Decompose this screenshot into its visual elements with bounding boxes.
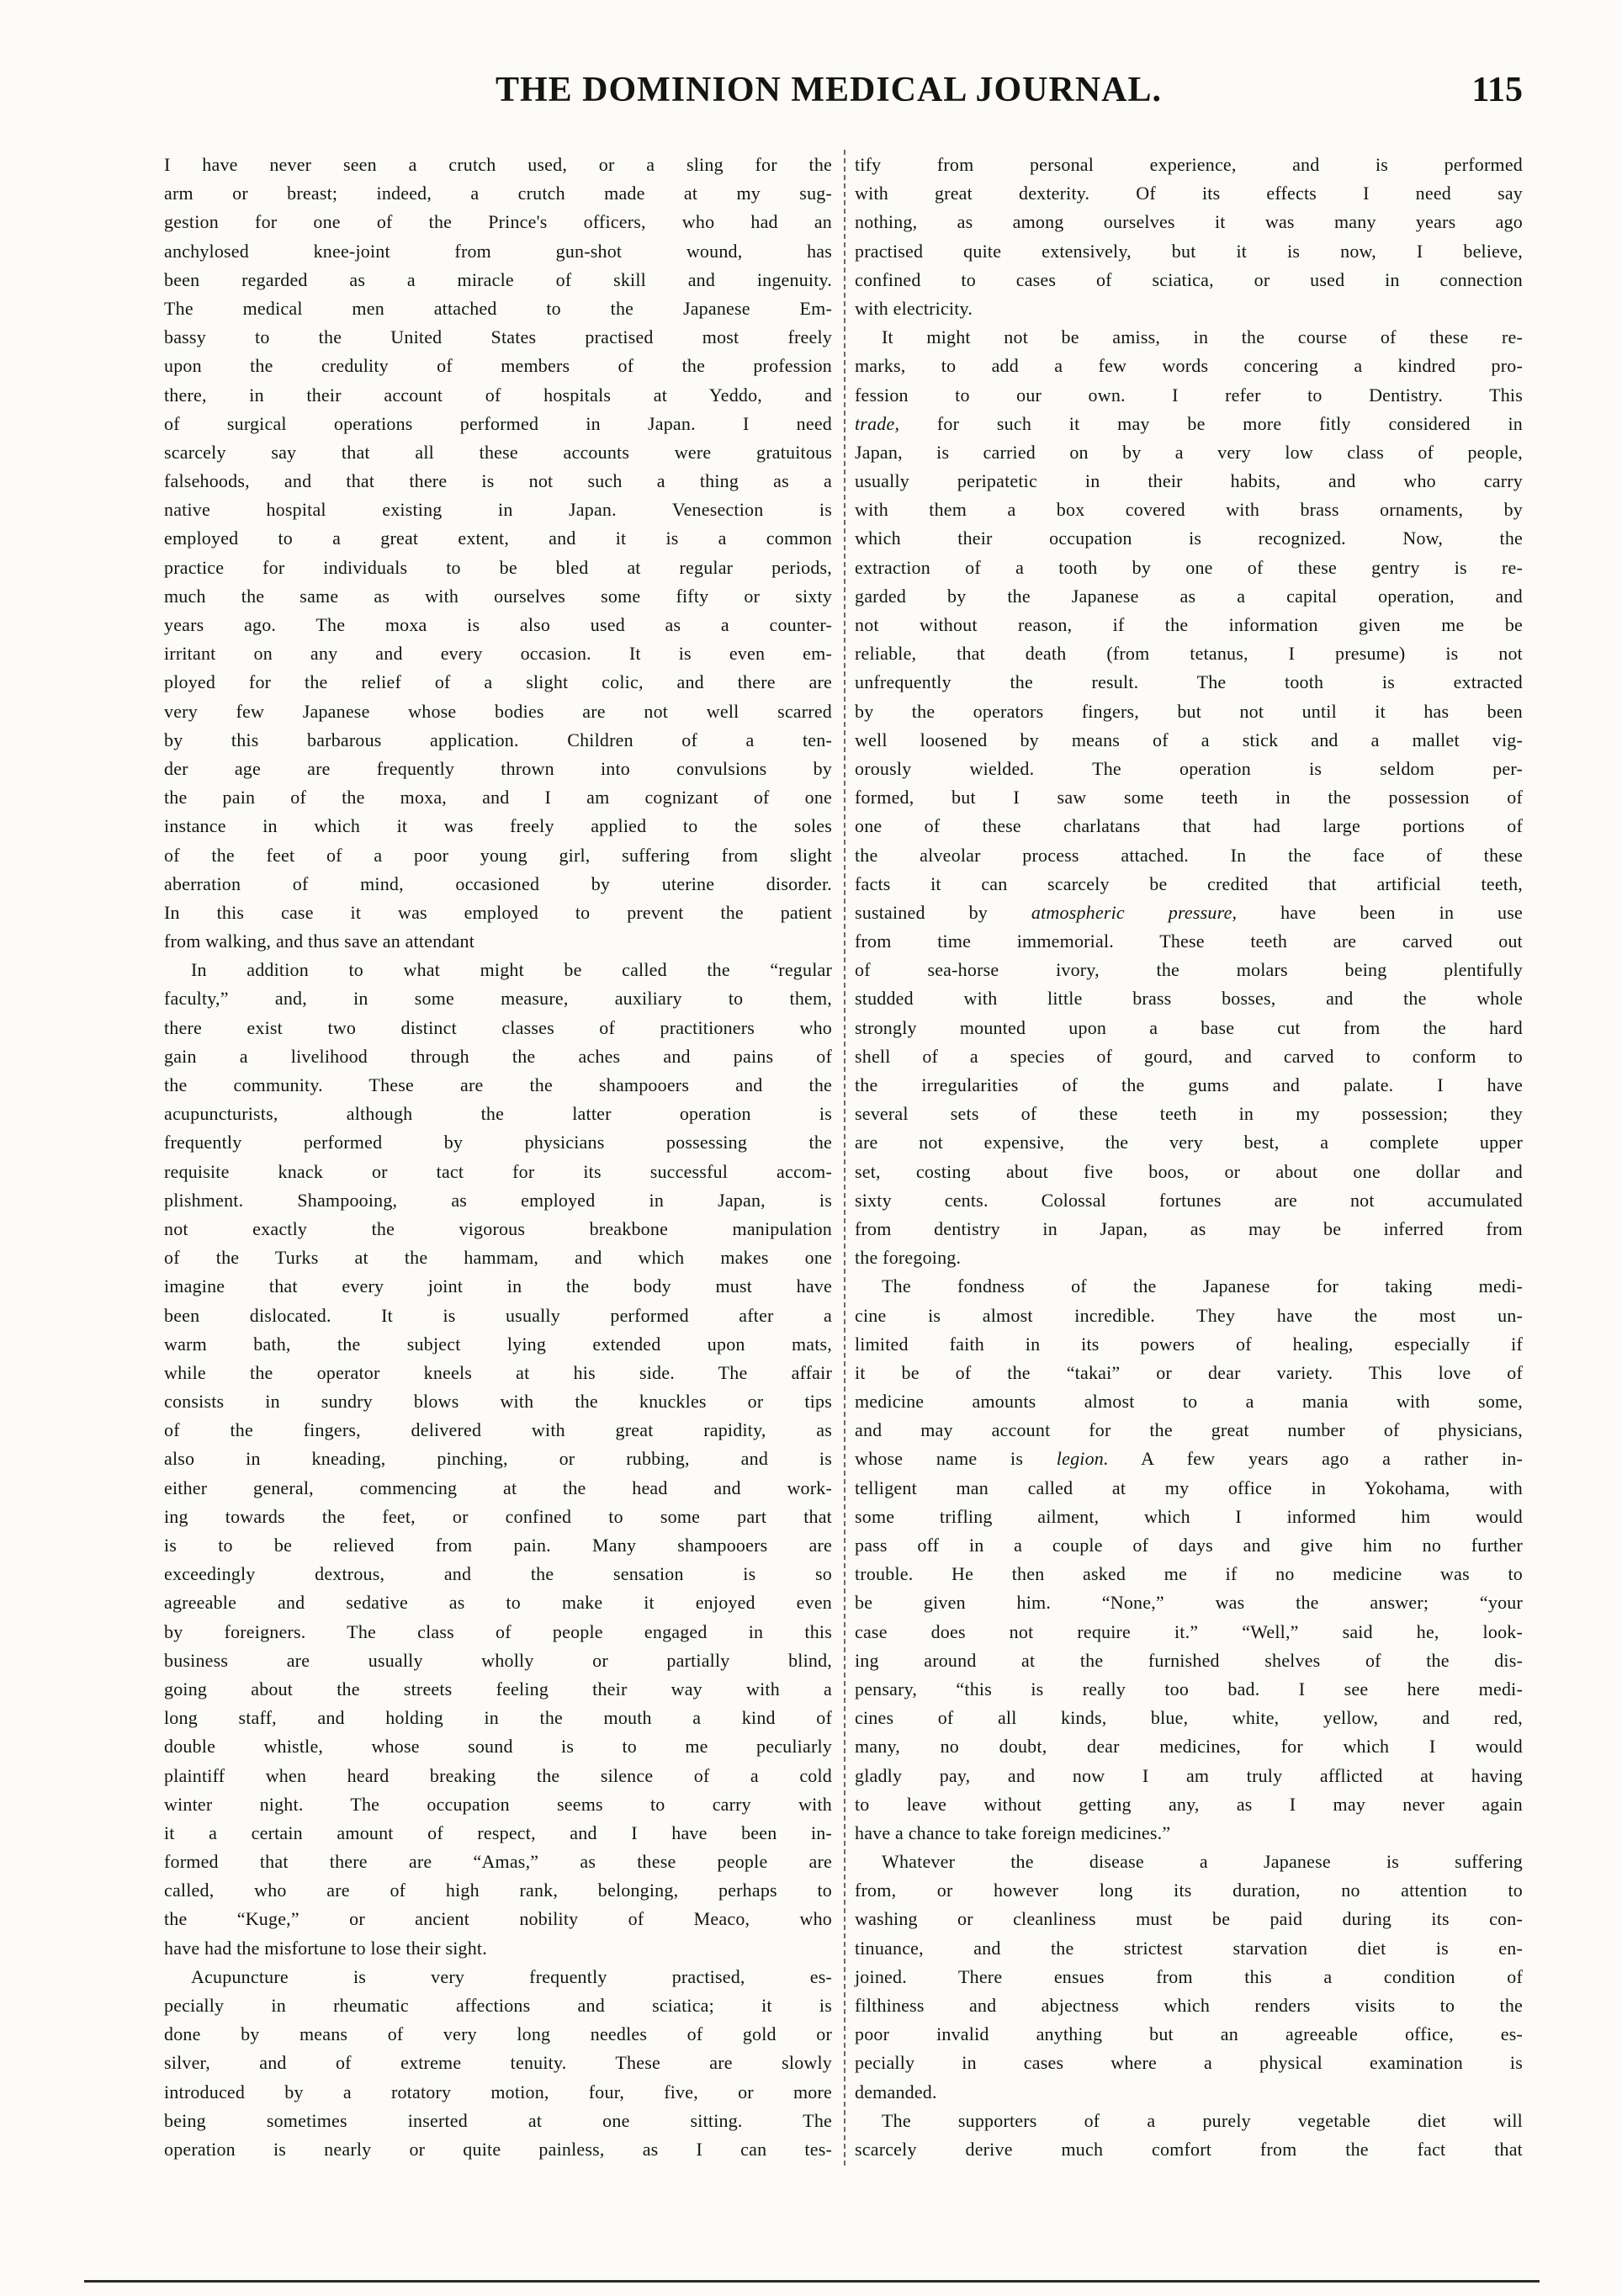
text-line: the “Kuge,” or ancient nobility of Meaco, who (164, 1908, 832, 1930)
text-line: is to be relieved from pain. Many shampooers are (164, 1535, 832, 1556)
text-segment: sustained by (855, 901, 1031, 923)
text-line: also in kneading, pinching, or rubbing, and is (164, 1448, 832, 1470)
paragraph (164, 1963, 832, 2164)
text-line: from walking, and thus save an attendant (164, 931, 475, 952)
text-line: the foregoing. (855, 1247, 962, 1269)
text-line: The medical men attached to the Japanese Em- (164, 297, 832, 319)
text-line: to leave without getting any, as I may never again (855, 1793, 1523, 1815)
text-line: faculty,” and, in some measure, auxiliary to them, (164, 988, 832, 1010)
text-line: done by means of very long needles of gold or (164, 2023, 832, 2045)
text-line: limited faith in its powers of healing, especially if (855, 1333, 1523, 1355)
text-line: the community. These are the shampooers and the (164, 1074, 832, 1095)
text-line: of the Turks at the hammam, and which makes one (164, 1247, 832, 1269)
text-line: confined to cases of sciatica, or used in connection (855, 268, 1523, 290)
text-line: exceedingly dextrous, and the sensation is so (164, 1563, 832, 1585)
text-line: much the same as with ourselves some fifty or sixty (164, 585, 832, 607)
text-line: the pain of the moxa, and I am cognizant of one (164, 787, 832, 809)
text-line: going about the streets feeling their way with a (164, 1678, 832, 1699)
text-line: while the operator kneels at his side. The affair (164, 1361, 832, 1383)
paragraph (855, 1848, 1523, 2107)
page-number: 115 (1471, 71, 1523, 109)
text-line: imagine that every joint in the body must have (164, 1275, 832, 1297)
text-line: business are usually wholly or partially blind, (164, 1649, 832, 1671)
text-line: instance in which it was freely applied to the soles (164, 815, 832, 837)
text-line: reliable, that death (from tetanus, I presume) is not (855, 643, 1523, 665)
text-line: of the fingers, delivered with great rapidity, as (164, 1419, 832, 1441)
text-line: The supporters of a purely vegetable diet will (882, 2109, 1523, 2131)
text-line: pass off in a couple of days and give him no further (855, 1535, 1523, 1556)
text-line: case does not require it.” “Well,” said he, look- (855, 1620, 1523, 1642)
text-line (855, 1445, 1523, 1473)
text-line: Acupuncture is very frequently practised, es- (191, 1965, 832, 1987)
text-line: garded by the Japanese as a capital operation, and (855, 585, 1523, 607)
text-line: silver, and of extreme tenuity. These are slowly (164, 2052, 832, 2074)
text-line: there exist two distinct classes of practitioners who (164, 1016, 832, 1038)
text-line: formed, but I saw some teeth in the possession of (855, 787, 1523, 809)
text-line: arm or breast; indeed, a crutch made at my sug- (164, 183, 832, 204)
text-line: winter night. The occupation seems to carry with (164, 1793, 832, 1815)
text-line: by this barbarous application. Children of a ten- (164, 729, 832, 750)
text-line: not exactly the vigorous breakbone manipulation (164, 1217, 832, 1239)
text-line: I have never seen a crutch used, or a sling for the (164, 154, 832, 175)
text-line: not without reason, if the information given me be (855, 614, 1523, 635)
text-line: demanded. (855, 2081, 937, 2102)
text-line: nothing, as among ourselves it was many years ago (855, 211, 1523, 233)
italic-text: atmospheric pressure, (1031, 901, 1238, 923)
text-line: with them a box covered with brass ornaments, by (855, 499, 1523, 521)
text-line: of the feet of a poor young girl, suffering from slight (164, 844, 832, 866)
text-line: some trifling ailment, which I informed him would (855, 1505, 1523, 1527)
text-segment: for such it may be more fitly considered in (899, 412, 1523, 434)
text-line: from time immemorial. These teeth are carved out (855, 931, 1523, 952)
text-line: which their occupation is recognized. Now, the (855, 528, 1523, 549)
text-line: are not expensive, the very best, a complete upper (855, 1132, 1523, 1153)
text-line: gain a livelihood through the aches and pains of (164, 1045, 832, 1067)
text-line: upon the credulity of members of the profession (164, 355, 832, 377)
text-line: of surgical operations performed in Japan. I need (164, 412, 832, 434)
paragraph (164, 151, 832, 956)
text-line: several sets of these teeth in my possession; they (855, 1103, 1523, 1125)
text-line: pecially in cases where a physical examination is (855, 2052, 1523, 2074)
text-line: warm bath, the subject lying extended upon mats, (164, 1333, 832, 1355)
text-line: been regarded as a miracle of skill and ingenuity. (164, 268, 832, 290)
text-line: anchylosed knee-joint from gun-shot wound, has (164, 240, 832, 262)
text-line: The fondness of the Japanese for taking medi- (882, 1275, 1523, 1297)
paragraph (855, 1272, 1523, 1848)
text-line: shell of a species of gourd, and carved to conform to (855, 1045, 1523, 1067)
text-line: it a certain amount of respect, and I have been in- (164, 1821, 832, 1843)
text-segment: A few years ago a rather in- (1108, 1448, 1523, 1470)
text-line: be given him. “None,” was the answer; “your (855, 1592, 1523, 1614)
text-line: employed to a great extent, and it is a common (164, 528, 832, 549)
text-line: native hospital existing in Japan. Venesection is (164, 499, 832, 521)
text-line: the alveolar process attached. In the face of these (855, 844, 1523, 866)
text-line: gladly pay, and now I am truly afflicted at having (855, 1764, 1523, 1786)
text-line: and may account for the great number of physicians, (855, 1419, 1523, 1441)
text-line: cines of all kinds, blue, white, yellow, and red, (855, 1707, 1523, 1729)
text-line: falsehoods, and that there is not such a thing as a (164, 470, 832, 492)
text-line: have had the misfortune to lose their sight. (164, 1937, 487, 1959)
text-line (855, 410, 1523, 438)
text-line: the irregularities of the gums and palate. I have (855, 1074, 1523, 1095)
text-line: strongly mounted upon a base cut from the hard (855, 1016, 1523, 1038)
text-line: with great dexterity. Of its effects I need say (855, 183, 1523, 204)
text-line: either general, commencing at the head and work- (164, 1477, 832, 1498)
paragraph (855, 323, 1523, 1272)
text-line: tify from personal experience, and is performed (855, 154, 1523, 175)
text-line: by foreigners. The class of people engaged in this (164, 1620, 832, 1642)
text-line: facts it can scarcely be credited that artificial teeth, (855, 872, 1523, 894)
text-line: pensary, “this is really too bad. I see here medi- (855, 1678, 1523, 1699)
text-line: Japan, is carried on by a very low class of people, (855, 441, 1523, 463)
text-line: frequently performed by physicians possessing the (164, 1132, 832, 1153)
text-line: from, or however long its duration, no attention to (855, 1880, 1523, 1901)
text-line: irritant on any and every occasion. It is even em- (164, 643, 832, 665)
text-line: have a chance to take foreign medicines.” (855, 1821, 1171, 1843)
text-line: well loosened by means of a stick and a mallet vig- (855, 729, 1523, 750)
text-line: practice for individuals to be bled at regular periods, (164, 556, 832, 578)
text-line: ployed for the relief of a slight colic, and there are (164, 671, 832, 693)
text-line: by the operators fingers, but not until it has been (855, 700, 1523, 722)
text-line: ing towards the feet, or confined to some part that (164, 1505, 832, 1527)
text-line: introduced by a rotatory motion, four, five, or more (164, 2081, 832, 2102)
text-line: der age are frequently thrown into convulsions by (164, 757, 832, 779)
bottom-rule (84, 2280, 1540, 2283)
text-line: orously wielded. The operation is seldom per- (855, 757, 1523, 779)
text-line: unfrequently the result. The tooth is extracted (855, 671, 1523, 693)
column-divider (844, 150, 845, 2166)
text-line: sixty cents. Colossal fortunes are not accumulated (855, 1189, 1523, 1211)
text-line: with electricity. (855, 297, 973, 319)
text-segment: whose name is (855, 1448, 1057, 1470)
text-line: years ago. The moxa is also used as a counter- (164, 614, 832, 635)
text-line: practised quite extensively, but it is now, I believe, (855, 240, 1523, 262)
text-line: tinuance, and the strictest starvation diet is en- (855, 1937, 1523, 1959)
text-line: aberration of mind, occasioned by uterine disorder. (164, 872, 832, 894)
text-segment: have been in use (1237, 901, 1523, 923)
text-line: poor invalid anything but an agreeable office, es- (855, 2023, 1523, 2045)
text-line: gestion for one of the Prince's officers, who had an (164, 211, 832, 233)
text-line: very few Japanese whose bodies are not well scarred (164, 700, 832, 722)
text-line: extraction of a tooth by one of these gentry is re- (855, 556, 1523, 578)
left-column (164, 151, 832, 2164)
text-line: one of these charlatans that had large portions of (855, 815, 1523, 837)
text-line: In addition to what might be called the “regular (191, 959, 832, 981)
text-line: Whatever the disease a Japanese is suffering (882, 1851, 1523, 1873)
text-line: acupuncturists, although the latter operation is (164, 1103, 832, 1125)
text-line: ing around at the furnished shelves of the dis- (855, 1649, 1523, 1671)
text-line: trouble. He then asked me if no medicine was to (855, 1563, 1523, 1585)
text-line: pecially in rheumatic affections and sciatica; it is (164, 1995, 832, 2016)
text-line: double whistle, whose sound is to me peculiarly (164, 1736, 832, 1758)
text-line: operation is nearly or quite painless, as I can tes- (164, 2138, 832, 2160)
text-line: marks, to add a few words concering a kindred pro- (855, 355, 1523, 377)
paragraph (164, 956, 832, 1963)
text-line: plishment. Shampooing, as employed in Japan, is (164, 1189, 832, 1211)
text-line: long staff, and holding in the mouth a kind of (164, 1707, 832, 1729)
text-line: It might not be amiss, in the course of these re- (882, 326, 1523, 348)
text-line: joined. There ensues from this a condition of (855, 1965, 1523, 1987)
text-line: scarcely say that all these accounts were gratuitous (164, 441, 832, 463)
text-line: scarcely derive much comfort from the fact that (855, 2138, 1523, 2160)
text-line: plaintiff when heard breaking the silence of a cold (164, 1764, 832, 1786)
text-line: there, in their account of hospitals at Yeddo, and (164, 384, 832, 406)
italic-text: trade, (855, 412, 900, 434)
text-line: telligent man called at my office in Yokohama, with (855, 1477, 1523, 1498)
text-line: of sea-horse ivory, the molars being plentifully (855, 959, 1523, 981)
text-line: consists in sundry blows with the knuckles or tips (164, 1391, 832, 1413)
text-line: bassy to the United States practised most freely (164, 326, 832, 348)
text-line: been dislocated. It is usually performed after a (164, 1304, 832, 1326)
paragraph (855, 151, 1523, 323)
text-line: filthiness and abjectness which renders visits to the (855, 1995, 1523, 2016)
italic-text: legion. (1056, 1448, 1109, 1470)
text-line: called, who are of high rank, belonging, perhaps to (164, 1880, 832, 1901)
text-line: it be of the “takai” or dear variety. This love of (855, 1361, 1523, 1383)
text-line: studded with little brass bosses, and the whole (855, 988, 1523, 1010)
text-line: requisite knack or tact for its successful accom- (164, 1160, 832, 1182)
text-line: agreeable and sedative as to make it enjoyed even (164, 1592, 832, 1614)
text-line: formed that there are “Amas,” as these people are (164, 1851, 832, 1873)
text-line: usually peripatetic in their habits, and who carry (855, 470, 1523, 492)
running-head-title: THE DOMINION MEDICAL JOURNAL. (495, 71, 1163, 109)
text-line: In this case it was employed to prevent the patient (164, 901, 832, 923)
text-line: from dentistry in Japan, as may be inferred from (855, 1217, 1523, 1239)
text-line: cine is almost incredible. They have the most un- (855, 1304, 1523, 1326)
text-line (855, 899, 1523, 927)
paragraph (855, 2107, 1523, 2164)
text-line: being sometimes inserted at one sitting. The (164, 2109, 832, 2131)
text-line: washing or cleanliness must be paid during its con- (855, 1908, 1523, 1930)
text-line: fession to our own. I refer to Dentistry. This (855, 384, 1523, 406)
right-column (855, 151, 1523, 2164)
text-line: medicine amounts almost to a mania with some, (855, 1391, 1523, 1413)
text-line: set, costing about five boos, or about one dollar and (855, 1160, 1523, 1182)
text-line: many, no doubt, dear medicines, for which I would (855, 1736, 1523, 1758)
